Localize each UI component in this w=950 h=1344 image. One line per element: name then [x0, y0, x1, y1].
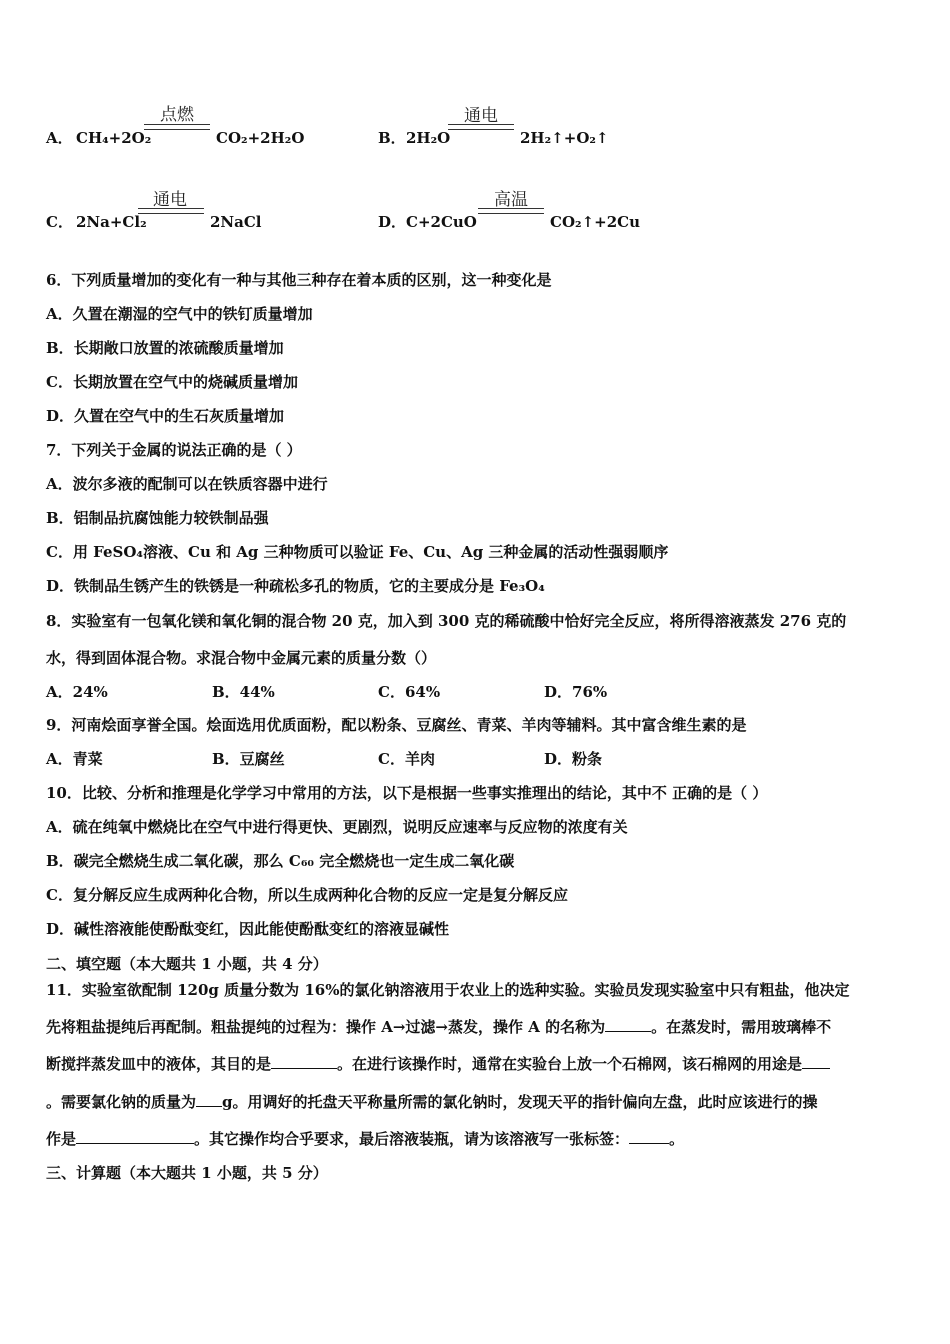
q11-text: 。在进行该操作时，通常在实验台上放一个石棉网，该石棉网的用途是	[337, 1055, 803, 1073]
q6-option-B[interactable]: B．长期敞口放置的浓硫酸质量增加	[46, 339, 284, 357]
answer-blank-nacl-mass[interactable]	[196, 1092, 222, 1107]
reactants: 2H₂O	[406, 129, 451, 147]
q11-text: 。需要氯化钠的质量为	[46, 1093, 197, 1111]
condition: 通电	[153, 190, 187, 210]
q6-option-C[interactable]: C．长期放置在空气中的烧碱质量增加	[46, 373, 298, 391]
question-11-line2	[46, 1017, 831, 1037]
q7-option-D[interactable]: D．铁制品生锈产生的铁锈是一种疏松多孔的物质，它的主要成分是 Fe₃O₄	[46, 577, 545, 595]
q6-option-A[interactable]: A．久置在潮湿的空气中的铁钉质量增加	[46, 305, 313, 323]
q8-option-D[interactable]: D．76%	[544, 683, 608, 701]
q11-text: 。在蒸发时，需用玻璃棒不	[651, 1018, 832, 1036]
q7-option-B[interactable]: B．铝制品抗腐蚀能力较铁制品强	[46, 509, 269, 527]
products: CO₂+2H₂O	[216, 129, 305, 147]
q9-option-C[interactable]: C．羊肉	[378, 750, 435, 768]
condition: 通电	[464, 106, 498, 126]
q11-text: 作是	[46, 1130, 77, 1148]
option-label: A．	[46, 129, 73, 147]
products: 2H₂↑+O₂↑	[520, 129, 609, 147]
q8-option-C[interactable]: C．64%	[378, 683, 441, 701]
option-label: D．	[378, 213, 407, 231]
q9-option-B[interactable]: B．豆腐丝	[212, 750, 285, 768]
q9-option-A[interactable]: A．青菜	[46, 750, 103, 768]
equals-arrow	[138, 208, 204, 214]
question-8-stem-line1: 8．实验室有一包氧化镁和氧化铜的混合物 20 克，加入到 300 克的稀硫酸中恰好完全反应，将所得溶液蒸发 276 克的	[46, 612, 847, 630]
question-10-stem: 10．比较、分析和推理是化学学习中常用的方法，以下是根据一些事实推理出的结论，其中不 正确的是（ ）	[46, 784, 768, 802]
equals-arrow	[478, 208, 544, 214]
answer-blank-operation-name[interactable]	[605, 1017, 651, 1032]
products: CO₂↑+2Cu	[550, 213, 640, 231]
q10-option-B[interactable]: B．碳完全燃烧生成二氧化碳，那么 C₆₀ 完全燃烧也一定生成二氧化碳	[46, 852, 515, 870]
q10-option-D[interactable]: D．碱性溶液能使酚酞变红，因此能使酚酞变红的溶液显碱性	[46, 920, 450, 938]
section-2-heading: 二、填空题（本大题共 1 小题，共 4 分）	[46, 955, 328, 973]
answer-blank-balance-action[interactable]	[76, 1129, 194, 1144]
question-9-stem: 9．河南烩面享誉全国。烩面选用优质面粉，配以粉条、豆腐丝、青菜、羊肉等辅料。其中富含维生素的是	[46, 716, 747, 734]
q11-text: 先将粗盐提纯后再配制。粗盐提纯的过程为：操作 A→过滤→蒸发，操作 A 的名称为	[46, 1018, 606, 1036]
equals-arrow	[448, 124, 514, 130]
q9-option-D[interactable]: D．粉条	[544, 750, 603, 768]
question-11-line3	[46, 1054, 830, 1074]
q11-text: g。用调好的托盘天平称量所需的氯化钠时，发现天平的指针偏向左盘，此时应该进行的操	[222, 1093, 818, 1111]
option-label: C．	[46, 213, 73, 231]
q11-text: 。	[669, 1130, 685, 1148]
reactants: C+2CuO	[406, 213, 477, 231]
answer-blank-label[interactable]	[629, 1129, 669, 1144]
answer-blank-stirring-purpose[interactable]	[271, 1054, 337, 1069]
q11-text: 。其它操作均合乎要求，最后溶液装瓶，请为该溶液写一张标签：	[194, 1130, 630, 1148]
q10-option-A[interactable]: A．硫在纯氧中燃烧比在空气中进行得更快、更剧烈，说明反应速率与反应物的浓度有关	[46, 818, 628, 836]
q8-option-A[interactable]: A．24%	[46, 683, 108, 701]
question-8-stem-line2: 水，得到固体混合物。求混合物中金属元素的质量分数（）	[46, 649, 437, 667]
question-11-line1: 11．实验室欲配制 120g 质量分数为 16%的氯化钠溶液用于农业上的选种实验。实验员发现实验室中只有粗盐，他决定	[46, 981, 850, 999]
answer-blank-asbestos-use[interactable]	[802, 1054, 830, 1069]
equals-arrow	[144, 124, 210, 130]
q6-option-D[interactable]: D．久置在空气中的生石灰质量增加	[46, 407, 285, 425]
section-3-heading: 三、计算题（本大题共 1 小题，共 5 分）	[46, 1164, 328, 1182]
condition: 点燃	[160, 105, 194, 125]
condition: 高温	[494, 190, 528, 210]
question-11-line4	[46, 1092, 818, 1112]
q7-option-A[interactable]: A．波尔多液的配制可以在铁质容器中进行	[46, 475, 328, 493]
reactants: 2Na+Cl₂	[76, 213, 147, 231]
question-11-line5	[46, 1129, 684, 1149]
q11-text: 断搅拌蒸发皿中的液体，其目的是	[46, 1055, 272, 1073]
products: 2NaCl	[210, 213, 262, 231]
question-6-stem: 6．下列质量增加的变化有一种与其他三种存在着本质的区别，这一种变化是	[46, 271, 552, 289]
q8-option-B[interactable]: B．44%	[212, 683, 275, 701]
q7-option-C[interactable]: C．用 FeSO₄溶液、Cu 和 Ag 三种物质可以验证 Fe、Cu、Ag 三种金属的活动性强弱顺序	[46, 543, 669, 561]
question-7-stem: 7．下列关于金属的说法正确的是（ ）	[46, 441, 302, 459]
reactants: CH₄+2O₂	[76, 129, 152, 147]
q10-option-C[interactable]: C．复分解反应生成两种化合物，所以生成两种化合物的反应一定是复分解反应	[46, 886, 568, 904]
option-label: B．	[378, 129, 406, 147]
